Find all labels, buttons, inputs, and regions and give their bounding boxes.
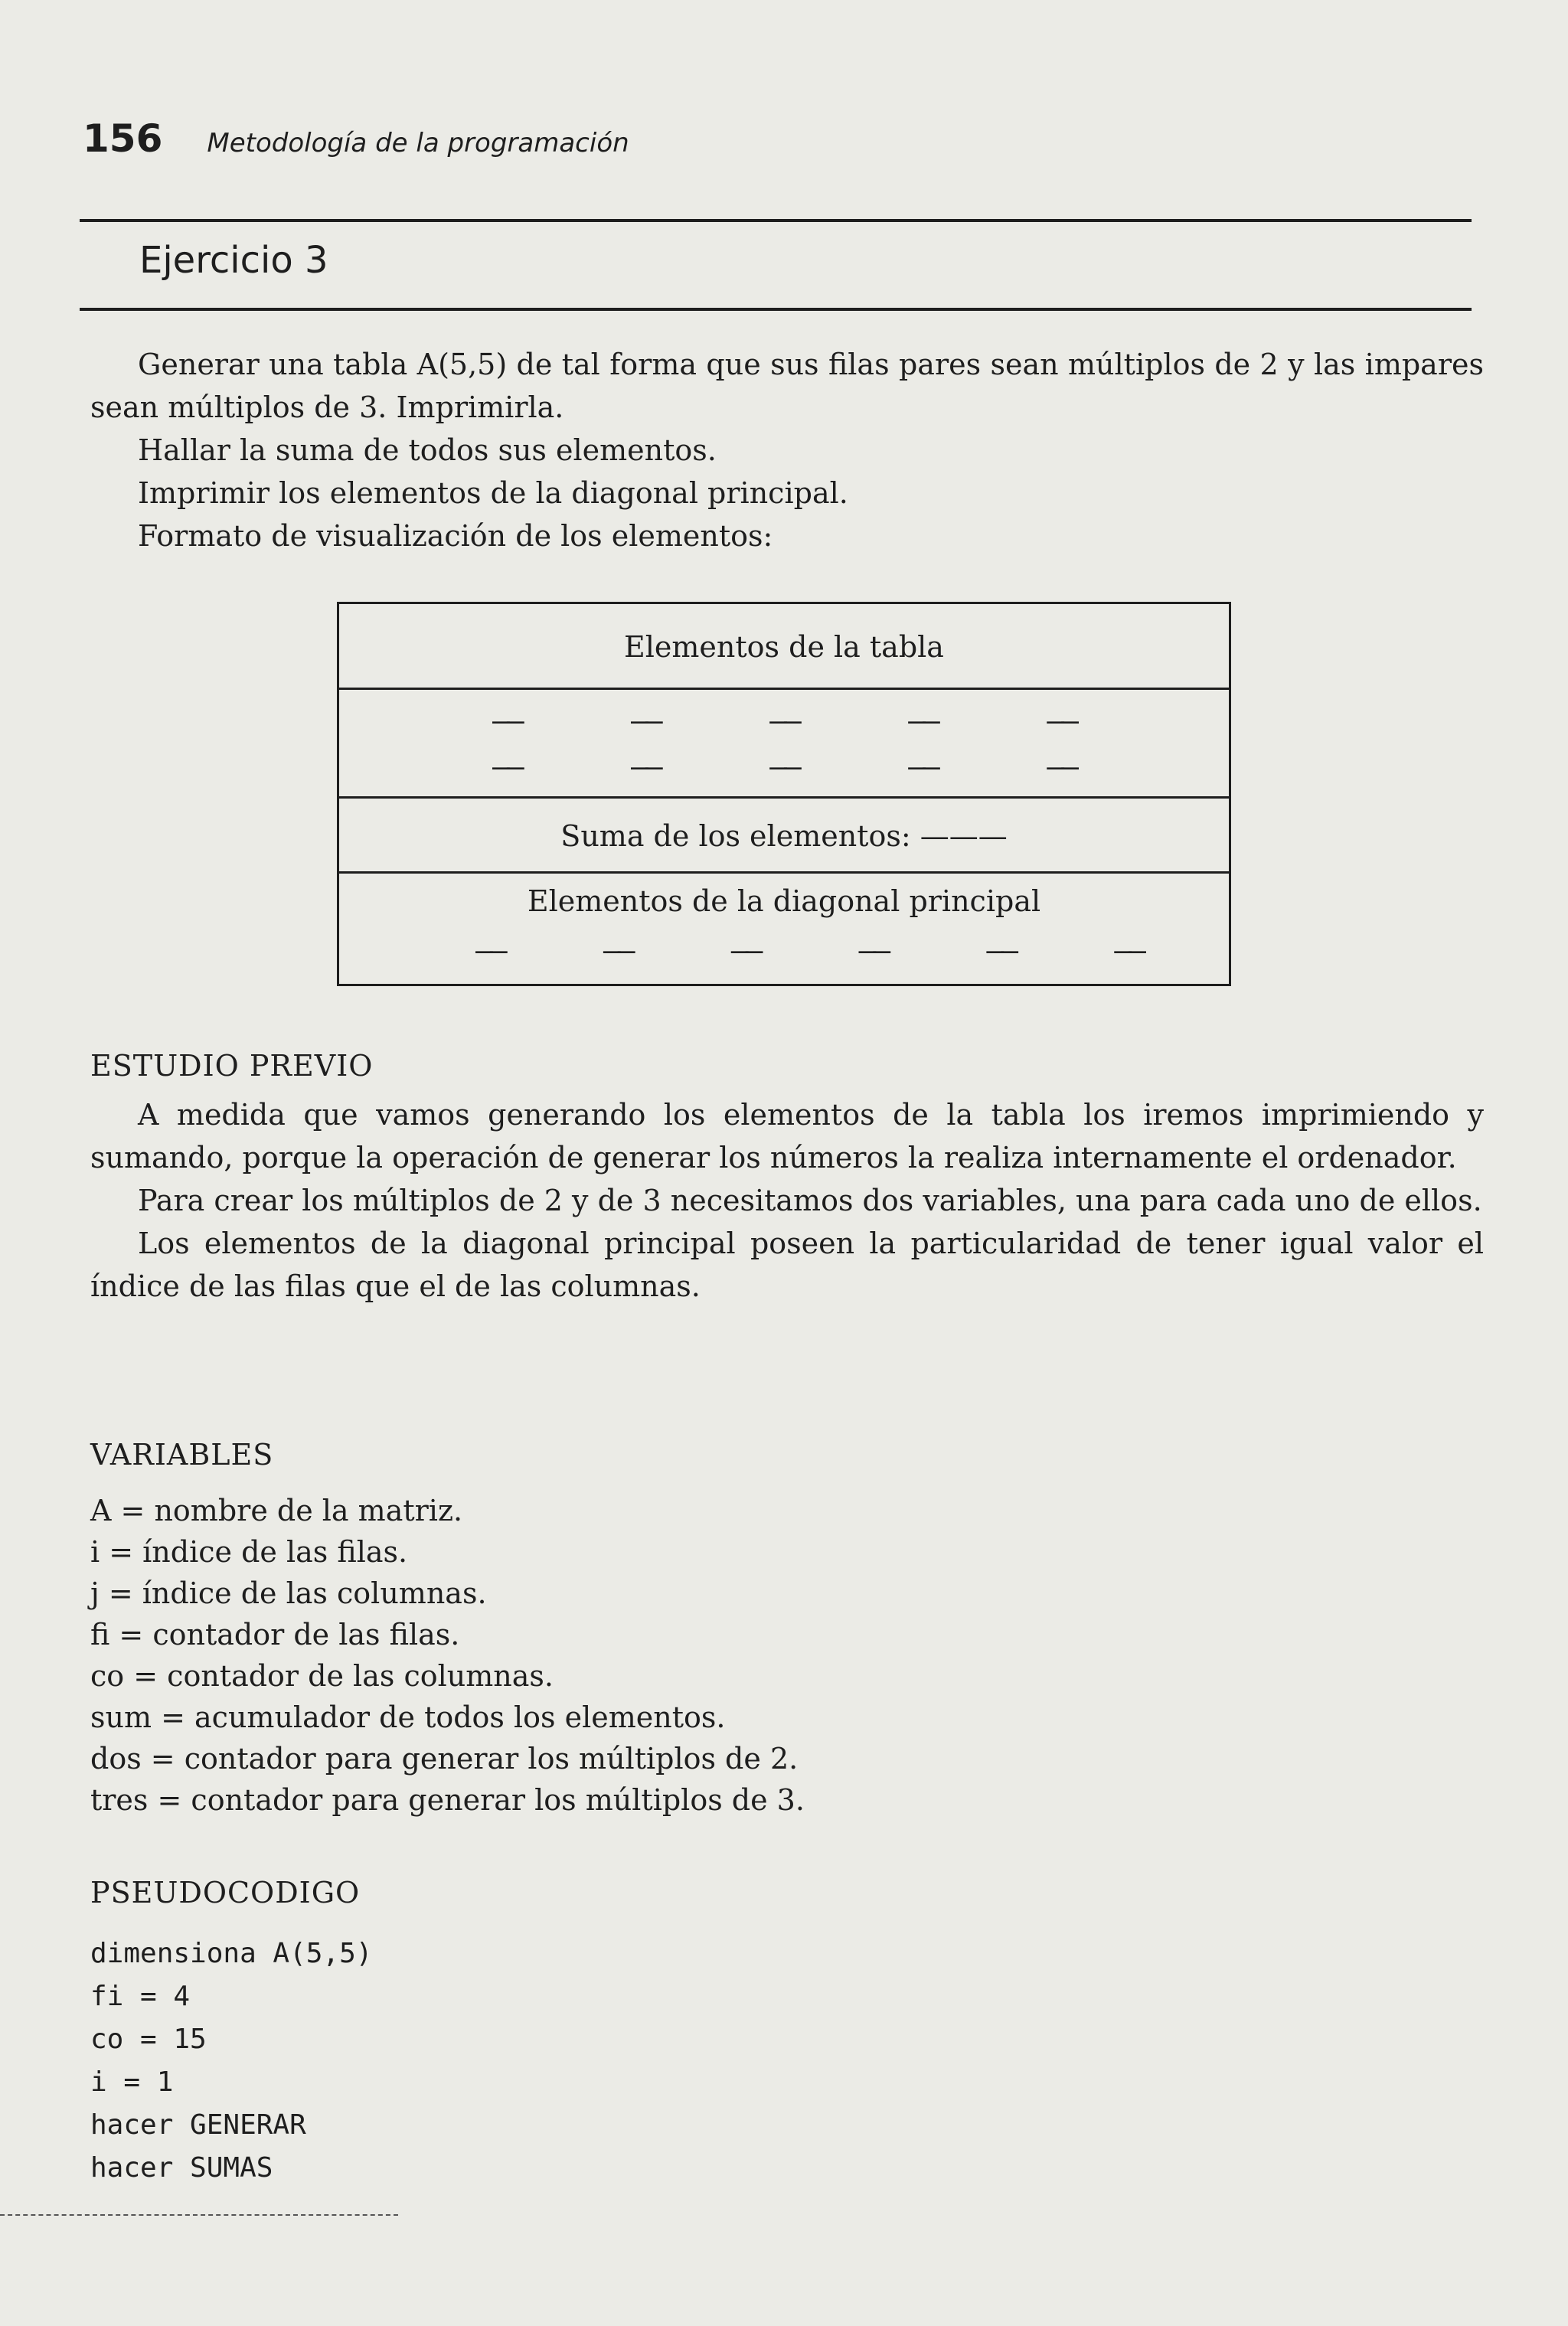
placeholder-row <box>339 750 1229 783</box>
section-heading-estudio-previo: ESTUDIO PREVIO <box>90 1049 374 1083</box>
diagonal-label: Elementos de la diagonal principal <box>527 884 1041 918</box>
body-paragraph: A medida que vamos generando los elementos de la tabla los iremos imprimiendo y sumando, porque la operación de generar los números la realiza internamente el ordenador. <box>90 1098 1484 1174</box>
pseudocode-block <box>90 1932 372 2190</box>
page-header <box>83 116 629 178</box>
placeholder-dash: —— <box>1114 933 1143 967</box>
placeholder-dash: —— <box>986 933 1016 967</box>
code-line: i = 1 <box>90 2066 174 2098</box>
placeholder-dash: —— <box>769 704 799 737</box>
body-paragraph: Para crear los múltiplos de 2 y de 3 necesitamos dos variables, una para cada uno de ellos. <box>138 1184 1482 1217</box>
placeholder-dash: —— <box>492 750 521 783</box>
placeholder-dash: —— <box>730 933 760 967</box>
exercise-title: Ejercicio 3 <box>139 239 328 282</box>
variable-item: sum = acumulador de todos los elementos. <box>90 1700 726 1734</box>
placeholder-dash: —— <box>1047 704 1076 737</box>
table-elements-label: Elementos de la tabla <box>339 604 1229 690</box>
estudio-previo-text <box>90 1093 1484 1308</box>
placeholder-dash: —— <box>908 704 937 737</box>
placeholder-dash: —— <box>631 750 660 783</box>
statement-paragraph: Imprimir los elementos de la diagonal principal. <box>138 476 848 510</box>
placeholder-dash: —— <box>603 933 632 967</box>
placeholder-dash: —— <box>631 704 660 737</box>
placeholder-dash: —— <box>475 933 505 967</box>
variable-item: tres = contador para generar los múltiplos de 3. <box>90 1783 805 1817</box>
sum-label: Suma de los elementos: ——— <box>339 799 1229 874</box>
top-rule <box>80 219 1472 222</box>
running-title: Metodología de la programación <box>207 128 629 158</box>
title-rule <box>80 308 1472 311</box>
variable-item: j = índice de las columnas. <box>90 1576 487 1610</box>
diagonal-section <box>339 874 1229 984</box>
placeholder-dash: —— <box>858 933 888 967</box>
placeholder-dash: —— <box>908 750 937 783</box>
variable-item: co = contador de las columnas. <box>90 1659 554 1693</box>
placeholder-dash: —— <box>769 750 799 783</box>
code-line: fi = 4 <box>90 1981 191 2012</box>
body-paragraph: Los elementos de la diagonal principal poseen la particularidad de tener igual valor el índice de las filas que el de las columnas. <box>90 1227 1484 1303</box>
statement-paragraph: Generar una tabla A(5,5) de tal forma que sus filas pares sean múltiplos de 2 y las impares sean múltiplos de 3. Imprimirla. <box>90 348 1484 424</box>
variable-item: i = índice de las filas. <box>90 1535 408 1569</box>
code-line: co = 15 <box>90 2024 207 2055</box>
variable-item: fi = contador de las filas. <box>90 1618 460 1651</box>
section-heading-pseudocodigo: PSEUDOCODIGO <box>90 1876 361 1909</box>
code-line: hacer SUMAS <box>90 2152 273 2184</box>
exercise-statement <box>90 343 1484 557</box>
section-heading-variables: VARIABLES <box>90 1438 274 1472</box>
placeholder-dash: —— <box>492 704 521 737</box>
placeholder-row <box>339 704 1229 737</box>
code-line: hacer GENERAR <box>90 2109 306 2141</box>
variable-item: A = nombre de la matriz. <box>90 1494 463 1527</box>
code-line: dimensiona A(5,5) <box>90 1938 373 1969</box>
display-format-box <box>337 602 1231 986</box>
variables-list <box>90 1490 805 1821</box>
placeholder-row <box>339 933 1229 967</box>
statement-paragraph: Formato de visualización de los elementos: <box>138 519 773 553</box>
table-elements-placeholder <box>339 690 1229 799</box>
page-number: 156 <box>83 116 163 161</box>
scan-artifact-line <box>0 2214 398 2216</box>
variable-item: dos = contador para generar los múltiplos de 2. <box>90 1742 799 1776</box>
placeholder-dash: —— <box>1047 750 1076 783</box>
statement-paragraph: Hallar la suma de todos sus elementos. <box>138 433 717 467</box>
